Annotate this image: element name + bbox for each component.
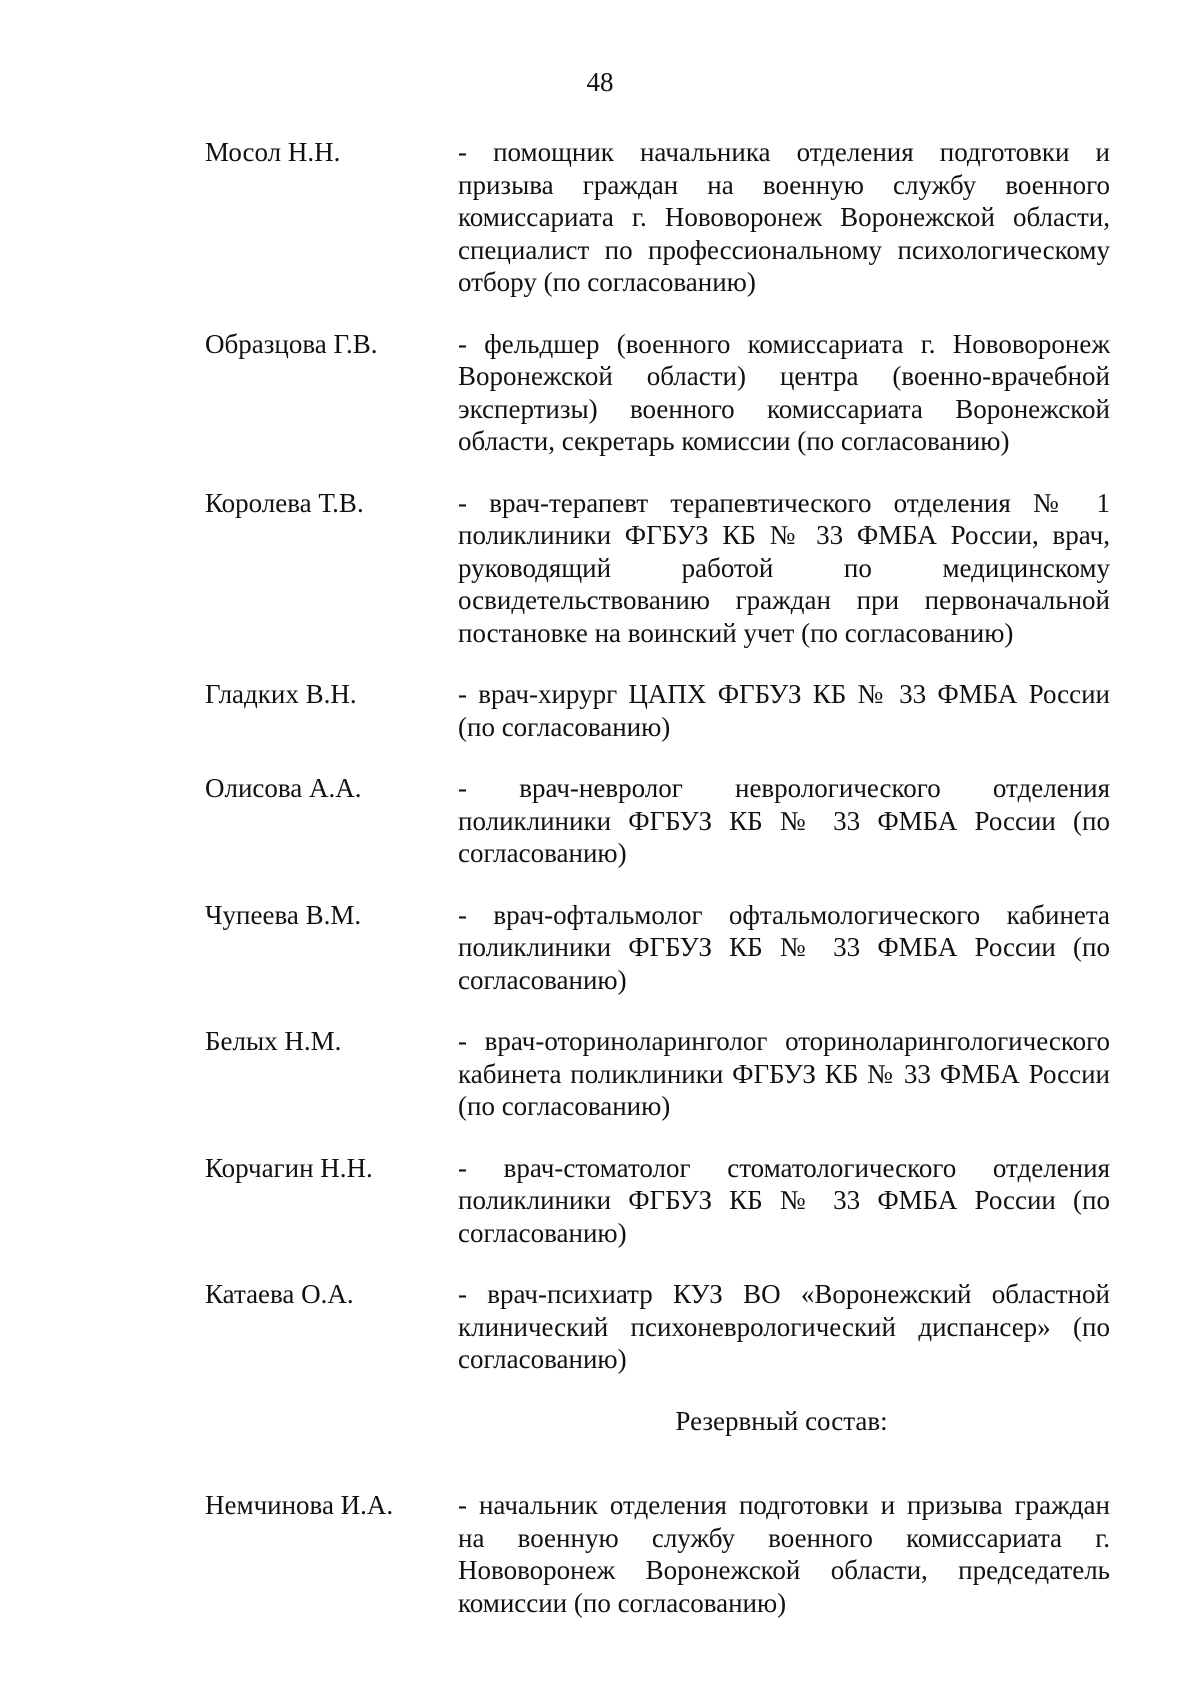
member-name: Мосол Н.Н. — [205, 137, 341, 167]
member-role: - врач-офтальмолог офтальмологического кабинета поликлиники ФГБУЗ КБ № 33 ФМБА России (по согласованию) — [458, 899, 1110, 995]
reserve-heading-text: Резервный состав: — [675, 1405, 888, 1436]
member-entry — [205, 678, 1110, 743]
page-number: 48 — [586, 67, 614, 97]
member-entry — [205, 487, 1110, 650]
reserve-member-entry — [205, 1489, 1110, 1619]
member-name: Корчагин Н.Н. — [205, 1152, 373, 1183]
member-name: Королева Т.В. — [205, 487, 364, 518]
member-role: - врач-стоматолог стоматологического отделения поликлиники ФГБУЗ КБ № 33 ФМБА России (по согласованию) — [458, 1152, 1110, 1248]
member-role: - врач-психиатр КУЗ ВО «Воронежский областной клинический психоневрологический диспансер» (по согласованию) — [458, 1279, 1110, 1374]
member-name: Катаева О.А. — [205, 1279, 354, 1309]
member-role: - врач-терапевт терапевтического отделения № 1 поликлиники ФГБУЗ КБ № 33 ФМБА России, врач, руководящий работой по медицинскому освидетельствованию граждан при первоначальной постановке на воинский учет (по согласованию) — [458, 487, 1110, 648]
commission-list — [205, 136, 1110, 1648]
member-role: - помощник начальника отделения подготовки и призыва граждан на военную службу военного комиссариата г. Нововоронеж Воронежской области, специалист по профессиональному психологическому отбору (по согласованию) — [458, 137, 1110, 297]
member-name: Гладких В.Н. — [205, 679, 357, 709]
member-name: Олисова А.А. — [205, 773, 362, 803]
member-role: - врач-хирург ЦАПХ ФГБУЗ КБ № 33 ФМБА России (по согласованию) — [458, 679, 1110, 742]
reserve-heading — [205, 1405, 1110, 1438]
member-entry — [205, 1025, 1110, 1123]
member-name: Белых Н.М. — [205, 1026, 342, 1056]
member-entry — [205, 328, 1110, 458]
member-name: Образцова Г.В. — [205, 328, 378, 359]
member-role: - начальник отделения подготовки и призыва граждан на военную службу военного комиссариата г. Нововоронеж Воронежской области, председатель комиссии (по согласованию) — [458, 1490, 1110, 1618]
member-role: - врач-невролог неврологического отделения поликлиники ФГБУЗ КБ № 33 ФМБА России (по согласованию) — [458, 773, 1110, 868]
member-entry — [205, 899, 1110, 997]
member-entry — [205, 1278, 1110, 1376]
member-entry — [205, 772, 1110, 870]
member-entry — [205, 136, 1110, 299]
member-role: - врач-оториноларинголог оториноларингологического кабинета поликлиники ФГБУЗ КБ № 33 ФМБА России (по согласованию) — [458, 1026, 1110, 1121]
member-name: Чупеева В.М. — [205, 899, 362, 930]
member-role: - фельдшер (военного комиссариата г. Нововоронеж Воронежской области) центра (военно-врачебной экспертизы) военного комиссариата Воронежской области, секретарь комиссии (по согласованию) — [458, 328, 1110, 456]
member-entry — [205, 1152, 1110, 1250]
member-name: Немчинова И.А. — [205, 1490, 394, 1520]
